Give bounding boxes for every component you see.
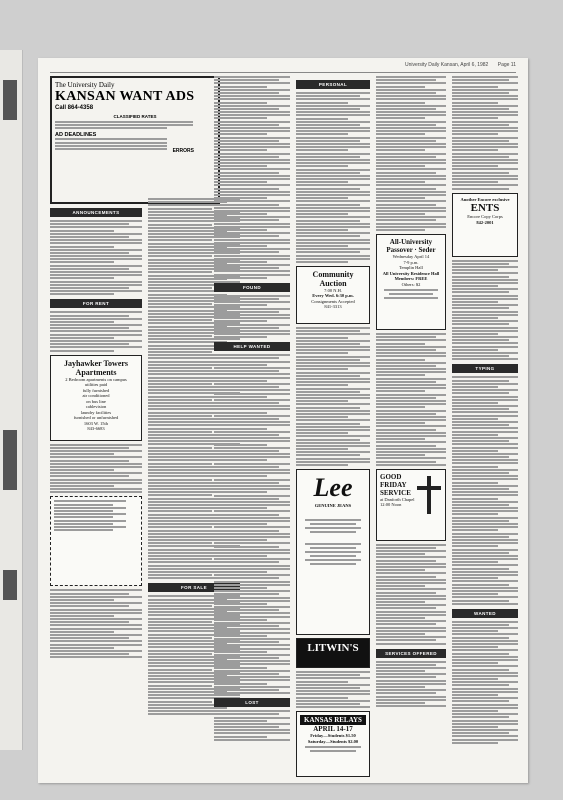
lee-jeans-ad	[296, 469, 370, 635]
jayhawker-item: fully furnished	[82, 387, 110, 393]
column-3	[214, 76, 290, 742]
relays-dates: APRIL 14-17	[313, 725, 353, 734]
errors-heading: ERRORS	[172, 148, 194, 154]
masthead-phone: Call 864-4358	[55, 105, 94, 111]
encore-phone: 842-2001	[476, 219, 494, 225]
jayhawker-item: laundry facilities	[80, 409, 112, 415]
auction-phone: 841-3313	[324, 304, 342, 310]
publication-line: University Daily Kansan, April 6, 1982	[404, 62, 489, 68]
auction-ad	[296, 266, 370, 324]
auction-time: 7:00 N.H.	[324, 287, 342, 293]
good-friday-ad	[376, 469, 446, 541]
section-help-wanted: HELP WANTED	[214, 342, 290, 351]
deadlines-heading: AD DEADLINES	[55, 132, 97, 139]
jayhawker-item: utilities paid	[84, 382, 108, 388]
relays-title: KANSAS RELAYS	[300, 715, 366, 725]
encore-ad	[452, 193, 518, 257]
jayhawker-title: Jayhawker Towers Apartments	[63, 358, 129, 377]
passover-price: Others: $2	[401, 281, 421, 287]
section-found: FOUND	[214, 283, 290, 292]
masthead-subtitle: The University Daily	[55, 81, 115, 89]
newspaper-page	[38, 58, 528, 783]
jayhawker-item: cablevision	[85, 404, 107, 410]
auction-when: Every Wed. 6:30 p.m.	[312, 293, 354, 299]
section-lost: LOST	[214, 698, 290, 707]
jayhawker-phone: 843-6683	[87, 426, 105, 432]
passover-time: 7-9 p.m.	[403, 259, 419, 265]
section-for-rent: FOR RENT	[50, 299, 142, 308]
passover-date: Wednesday April 14	[392, 254, 430, 259]
column-5	[376, 76, 446, 708]
coupon-ad	[50, 496, 142, 586]
cross-icon	[417, 476, 441, 514]
passover-place: Templin Hall	[399, 265, 423, 270]
relays-line2: Saturday—Students $2.00	[307, 738, 359, 744]
column-6	[452, 76, 518, 745]
jayhawker-item: air conditioned	[82, 393, 110, 399]
encore-brand: ENTS	[470, 202, 500, 215]
litwins-ad	[296, 638, 370, 668]
encore-line1: Another Encore exclusive	[460, 196, 510, 202]
relays-line1: Friday—Students $1.50	[310, 733, 356, 739]
good-friday-title: GOOD FRIDAY SERVICE	[380, 472, 411, 497]
section-wanted: WANTED	[452, 609, 518, 618]
adjacent-page-edge	[0, 50, 23, 750]
encore-line2: Encore Copy Corps	[467, 214, 503, 220]
jayhawker-ad	[50, 355, 142, 441]
passover-title: All-University Passover · Seder	[386, 238, 436, 254]
section-services-offered: SERVICES OFFERED	[376, 649, 446, 658]
kansas-relays-ad	[296, 711, 370, 777]
jayhawker-item: furnished or unfurnished	[73, 415, 119, 421]
passover-free: All University Residence Hall Members: FREE	[382, 270, 440, 281]
lee-sub: GENUINE JEANS	[314, 503, 352, 508]
jayhawker-address: 1603 W. 15th	[83, 420, 109, 426]
masthead-title: KANSAN WANT ADS	[55, 89, 195, 104]
section-personal: PERSONAL	[296, 80, 370, 89]
litwins-logo: LITWIN'S	[307, 642, 359, 654]
section-announcements: ANNOUNCEMENTS	[50, 208, 142, 217]
auction-title: Community Auction	[312, 269, 354, 288]
good-friday-time: 12:00 Noon	[380, 502, 402, 508]
rates-heading: CLASSIFIED RATES	[113, 114, 157, 119]
masthead	[50, 76, 220, 204]
lee-logo: Lee	[313, 473, 353, 502]
passover-ad	[376, 234, 446, 330]
page-number: Page 11	[497, 62, 516, 68]
jayhawker-line: 2 Bedroom apartments on campus	[65, 376, 127, 382]
section-typing: TYPING	[452, 364, 518, 373]
section-for-sale: FOR SALE	[148, 583, 240, 592]
jayhawker-item: on bus line	[86, 398, 106, 404]
good-friday-detail: at Danforth Chapel	[380, 496, 415, 502]
column-4	[296, 76, 370, 780]
page-header	[50, 62, 516, 73]
auction-sub: Consignments Accepted	[311, 298, 355, 304]
